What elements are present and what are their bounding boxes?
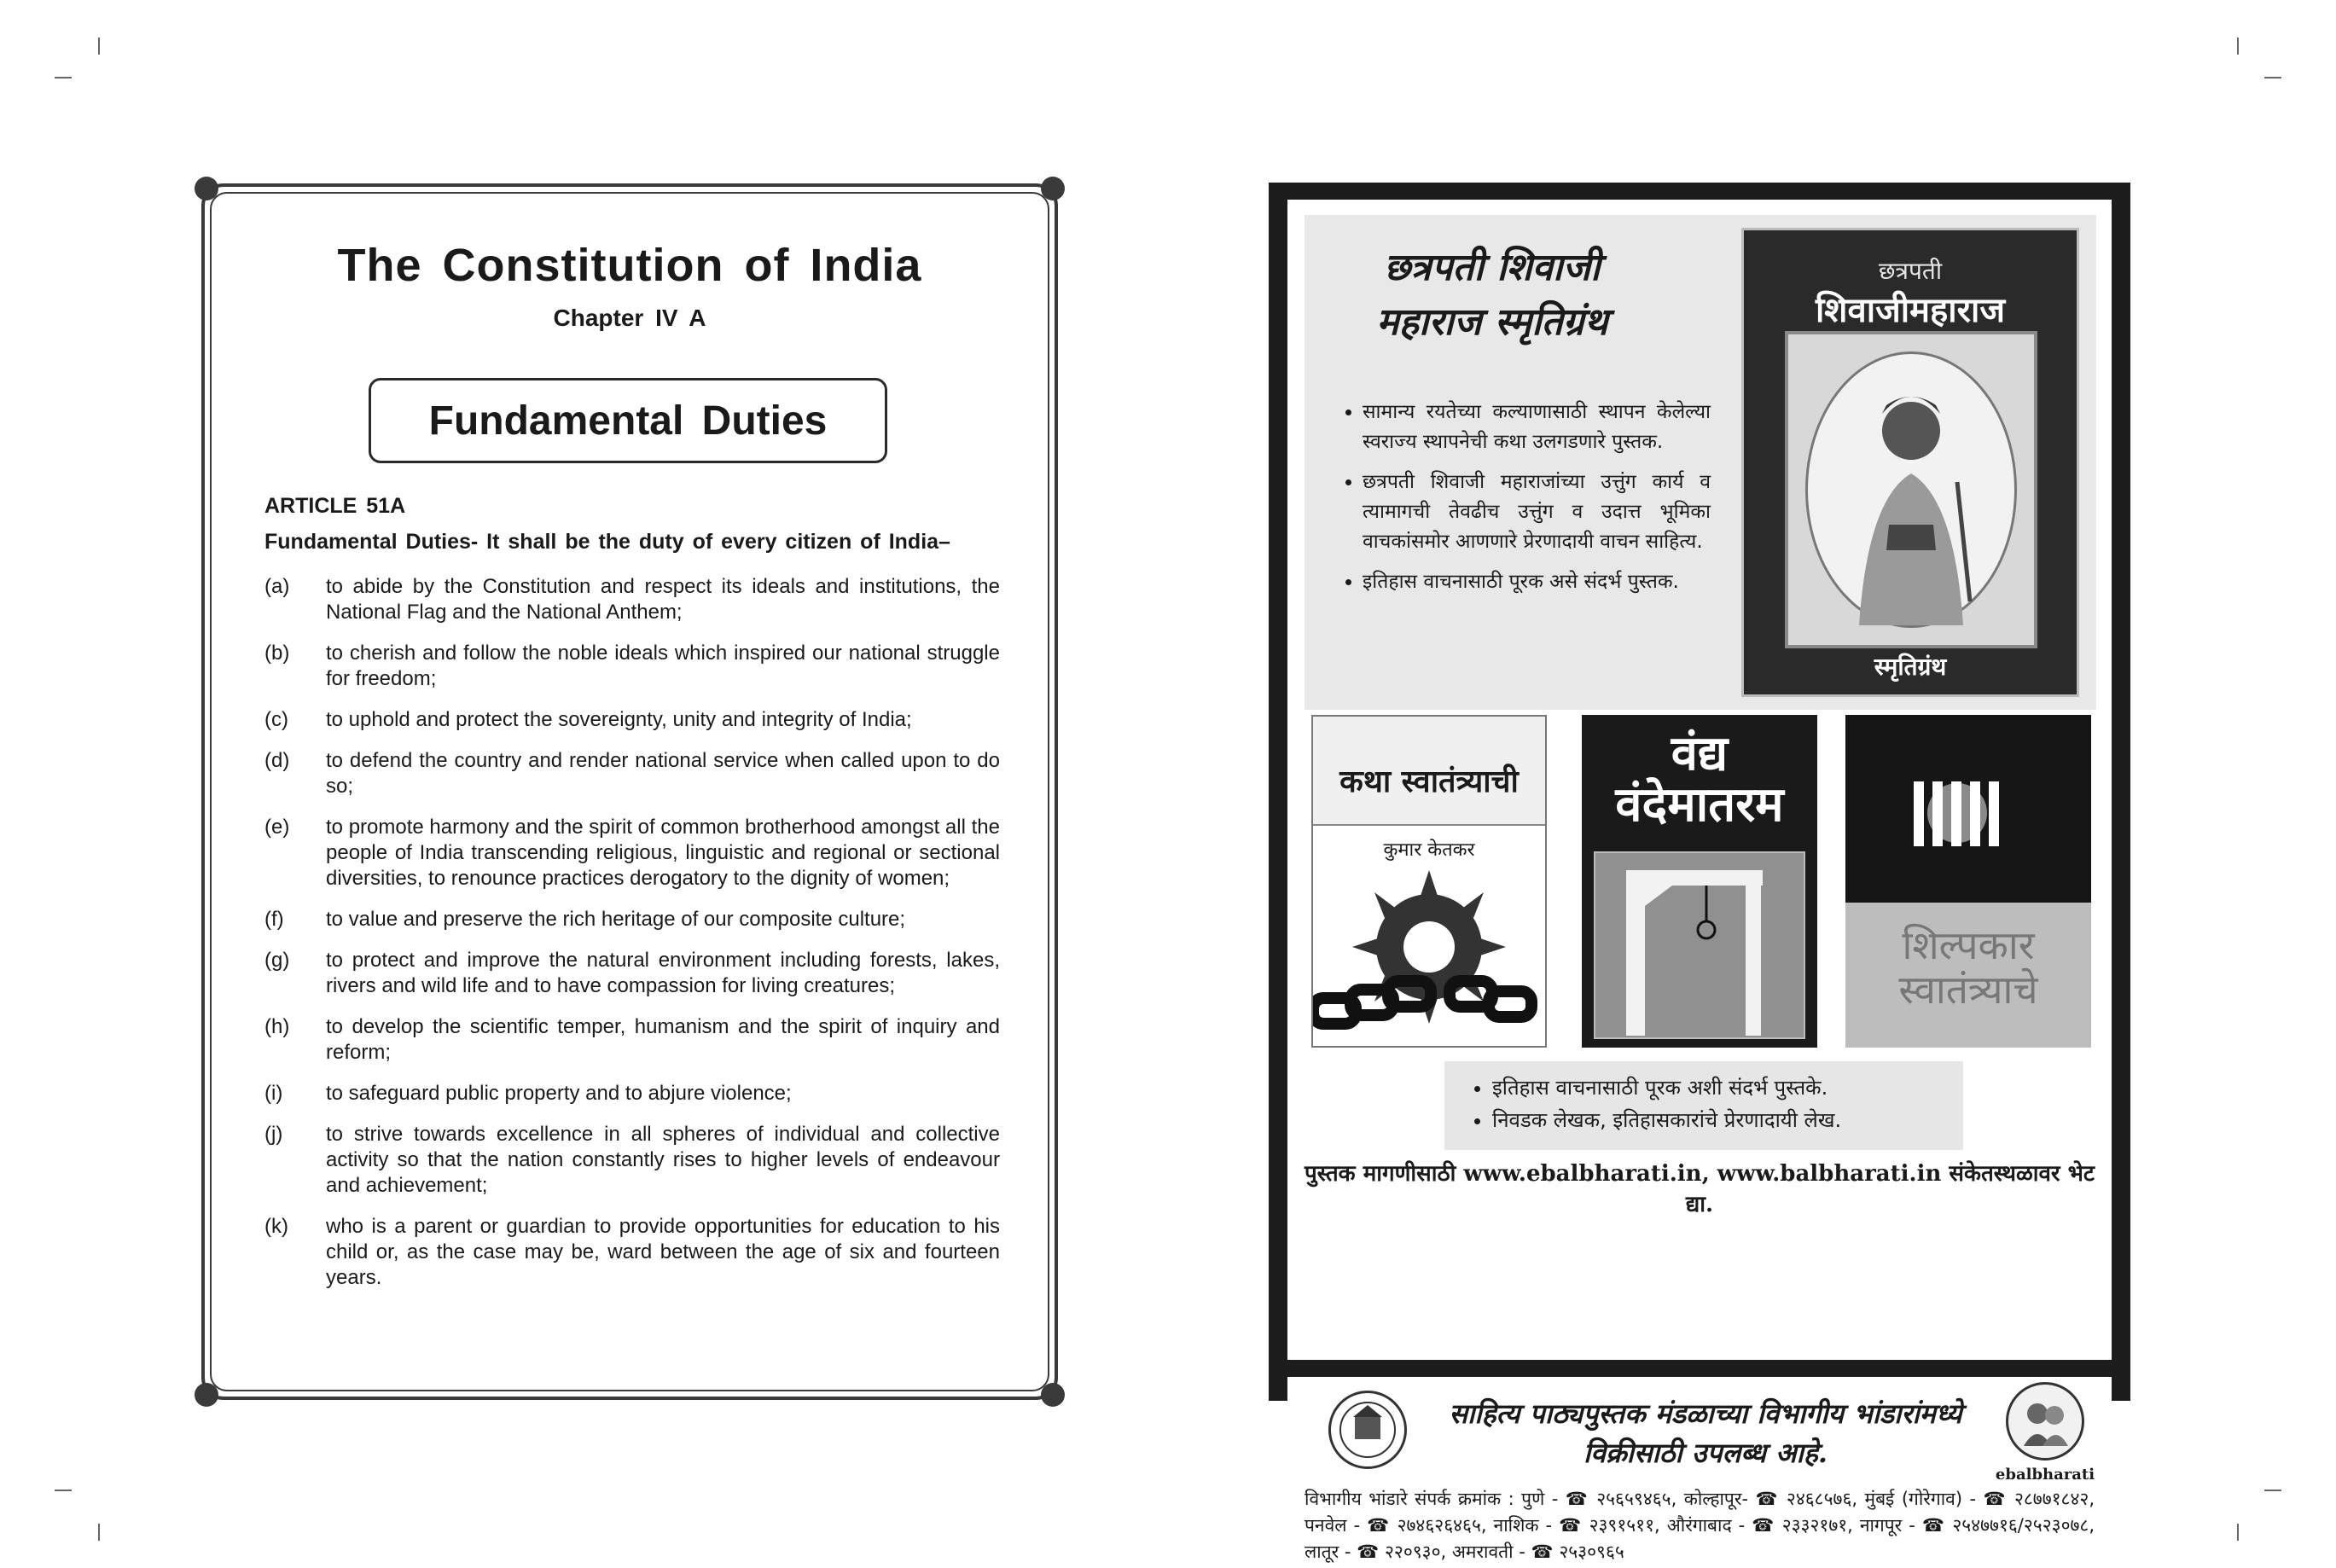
board-seal-icon — [1328, 1391, 1407, 1469]
book-cover-katha-swatantryachi — [1311, 715, 1547, 1048]
corner-dot-icon — [1041, 1383, 1065, 1407]
cover-title-line: वंद्य — [1671, 726, 1729, 781]
advert-panel — [1287, 200, 2112, 1360]
item-key: (d) — [264, 749, 290, 772]
item-key: (c) — [264, 708, 288, 731]
list-item: • छत्रपती शिवाजी महाराजांच्या उत्तुंग कार्य व त्यामागची तेवढीच उत्तुंग व उदात्त भूमिका वाचकांसमोर आणणारे प्रेरणादायी वाचन साहित्य. — [1363, 467, 1711, 557]
crop-mark — [2264, 77, 2281, 78]
item-key: (e) — [264, 816, 290, 839]
featured-book-panel — [1305, 215, 2096, 710]
book-advertisement-page — [1269, 183, 2130, 1562]
article-label: ARTICLE 51A — [264, 494, 406, 518]
book-cover-shilpakar-swatantryache — [1845, 715, 2091, 1048]
list-item: • इतिहास वाचनासाठी पूरक असे संदर्भ पुस्तक. — [1363, 567, 1711, 597]
crop-mark — [98, 38, 100, 55]
sun-chain-icon — [1313, 853, 1545, 1048]
cover-title-line: शिल्पकार — [1902, 922, 2035, 968]
corner-dot-icon — [1041, 177, 1065, 200]
cover-top-text: छत्रपती — [1878, 257, 1943, 285]
list-item — [264, 1014, 1000, 1066]
item-text: who is a parent or guardian to provide opportunities for education to his child or, as the case may be, ward between the age of six and fourteen years. — [326, 1215, 1000, 1289]
item-key: (i) — [264, 1082, 283, 1105]
cover-title: कथा स्वातंत्र्याची — [1339, 764, 1519, 799]
item-key: (k) — [264, 1215, 288, 1238]
item-key: (a) — [264, 575, 290, 598]
crop-mark — [55, 1490, 72, 1491]
prison-bars-icon — [1914, 781, 1999, 846]
book-cover-shivaji — [1741, 228, 2079, 697]
list-item — [264, 641, 1000, 692]
depot-contacts: विभागीय भांडारे संपर्क क्रमांक : पुणे - ☎ २५६५९४६५, कोल्हापूर- ☎ २४६८५७६, मुंबई (गोरेगाव) - ☎ २८७७१८४२, पनवेल - ☎ २७४६२६४६५, नाशिक - ☎ २३९१५११, औरंगाबाद - ☎ २३३२१७१, नागपूर - ☎ २५४७७१६/२५२३०७८, लातूर - ☎ २२०९३०, अमरावती - ☎ २५३०९६५ — [1305, 1489, 2095, 1562]
list-item: • सामान्य रयतेच्या कल्याणासाठी स्थापन केलेल्या स्वराज्य स्थापनेची कथा उलगडणारे पुस्तक. — [1363, 398, 1711, 457]
order-website-line: पुस्तक मागणीसाठी www.ebalbharati.in, www.balbharati.in संकेतस्थळावर भेट द्या. — [1304, 1161, 2095, 1217]
list-item — [264, 1214, 1000, 1291]
crop-mark — [2264, 1490, 2281, 1491]
crop-mark — [2237, 1524, 2239, 1541]
heading-line: विक्रीसाठी उपलब्ध आहे. — [1583, 1437, 1828, 1469]
cover-title: शिवाजीमहाराज — [1815, 290, 2006, 330]
item-key: (h) — [264, 1015, 290, 1038]
item-key: (b) — [264, 642, 290, 665]
item-key: (f) — [264, 908, 284, 931]
item-text: to promote harmony and the spirit of common brotherhood amongst all the people of India transcending religious, linguistic and regional or sectional diversities, to renounce practices derogatory to the dignity of women; — [326, 816, 1000, 890]
item-key: (g) — [264, 949, 290, 972]
featured-title-line: महाराज स्मृतिग्रंथ — [1376, 300, 1608, 344]
ebalbharati-logo-icon — [2006, 1382, 2084, 1461]
logo-graphic — [2008, 1385, 2082, 1458]
constitution-page — [201, 183, 1058, 1400]
item-text: to cherish and follow the noble ideals which inspired our national struggle for freedom; — [326, 642, 1000, 690]
item-text: to develop the scientific temper, humanism and the spirit of inquiry and reform; — [326, 1015, 1000, 1064]
logo-label: ebalbharati — [1995, 1466, 2095, 1484]
duties-list — [264, 574, 1000, 1306]
featured-book-title — [1339, 241, 1646, 350]
list-item — [264, 815, 1000, 891]
item-key: (j) — [264, 1123, 283, 1146]
item-text: to strive towards excellence in all spheres of individual and collective activity so that the nation constantly rises to higher levels of endeavour and achievement; — [326, 1123, 1000, 1197]
list-item — [264, 948, 1000, 999]
cover-title — [1845, 923, 2091, 1012]
portrait-illustration — [1808, 354, 2014, 625]
cover-title — [1582, 726, 1817, 833]
item-text: to protect and improve the natural environment including forests, lakes, rivers and wild life and to have compassion for living creatures; — [326, 949, 1000, 997]
chapter-label: Chapter IV A — [553, 305, 706, 331]
list-item: • निवडक लेखक, इतिहासकारांचे प्रेरणादायी लेख. — [1492, 1104, 1963, 1136]
cover-gallows-panel — [1594, 851, 1805, 1039]
corner-dot-icon — [195, 177, 218, 200]
corner-dot-icon — [195, 1383, 218, 1407]
heading-line: साहित्य पाठ्यपुस्तक मंडळाच्या विभागीय भांडारांमध्ये — [1449, 1397, 1962, 1430]
featured-title-line: छत्रपती शिवाजी — [1384, 246, 1601, 289]
cover-bottom-text: स्मृतिग्रंथ — [1874, 653, 1947, 681]
list-item: • इतिहास वाचनासाठी पूरक अशी संदर्भ पुस्तके. — [1492, 1071, 1963, 1104]
item-text: to defend the country and render national service when called upon to do so; — [326, 749, 1000, 798]
list-item — [264, 574, 1000, 625]
item-text: to uphold and protect the sovereignty, unity and integrity of India; — [326, 708, 912, 731]
crop-mark — [2237, 38, 2239, 55]
list-item — [264, 1122, 1000, 1199]
availability-panel — [1287, 1377, 2112, 1566]
list-item — [264, 907, 1000, 932]
cover-portrait-frame — [1785, 331, 2037, 648]
seal-graphic — [1331, 1393, 1404, 1466]
cover-title-line: स्वातंत्र्याचे — [1898, 967, 2038, 1013]
list-item — [264, 748, 1000, 799]
item-text: to value and preserve the rich heritage of our composite culture; — [326, 908, 906, 931]
gallows-icon — [1595, 853, 1804, 1036]
cover-author: कुमार केतकर — [1383, 839, 1475, 861]
page-title: The Constitution of India — [337, 240, 922, 291]
article-intro: Fundamental Duties- It shall be the duty of every citizen of India– — [264, 530, 950, 554]
list-item — [264, 1081, 1000, 1106]
crop-mark — [55, 77, 72, 78]
item-text: to safeguard public property and to abjure violence; — [326, 1082, 792, 1105]
reference-books-note — [1444, 1061, 1963, 1150]
section-heading-box: Fundamental Duties — [369, 378, 887, 463]
list-item — [264, 707, 1000, 733]
crop-mark — [98, 1524, 100, 1541]
featured-book-bullets — [1339, 398, 1711, 607]
item-text: to abide by the Constitution and respect its ideals and institutions, the National Flag and the National Anthem; — [326, 575, 1000, 624]
portrait-icon — [1805, 351, 2017, 628]
availability-heading — [1407, 1394, 2004, 1472]
book-cover-vandya-vandemataram — [1582, 715, 1817, 1048]
cover-title-line: वंदेमातरम — [1615, 777, 1784, 833]
